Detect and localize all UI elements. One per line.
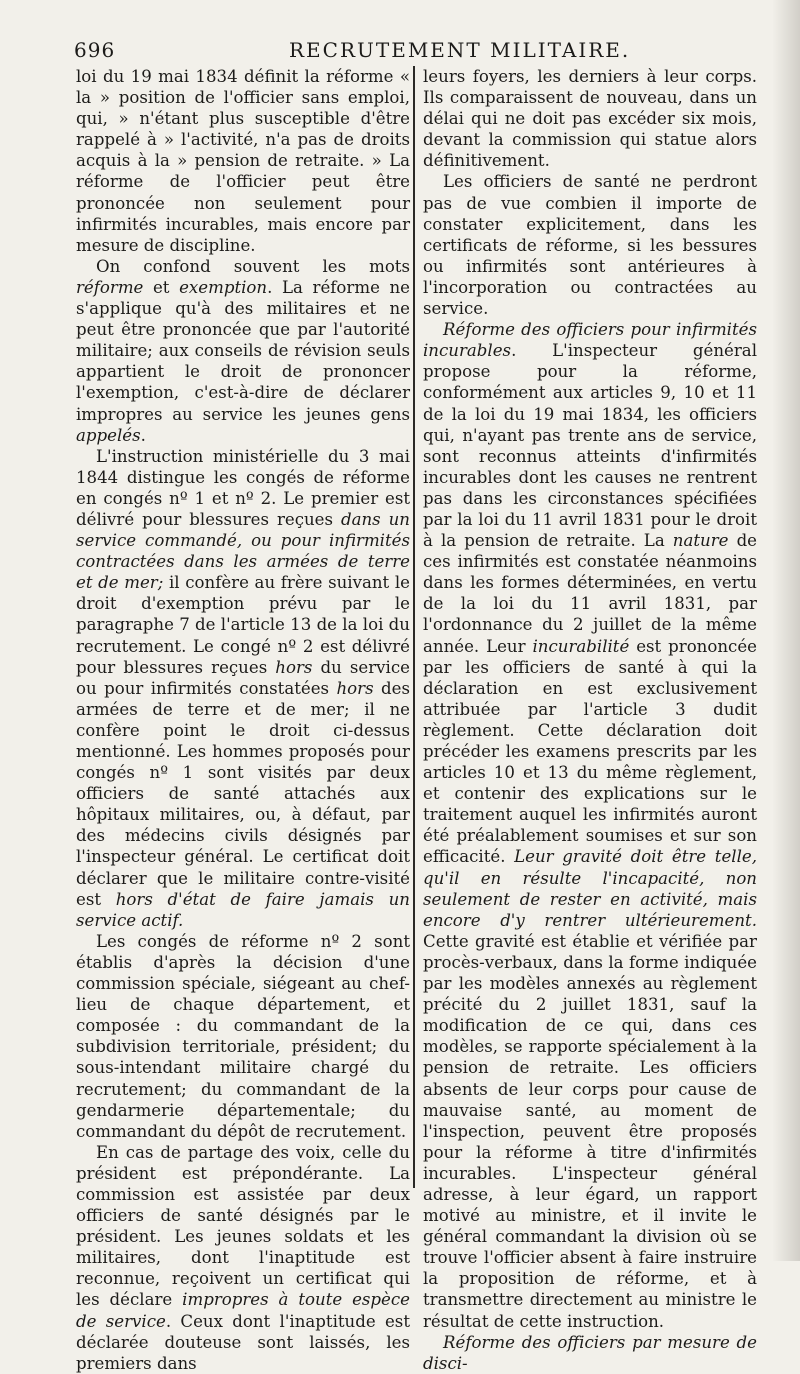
italic-text: incurabilité bbox=[532, 636, 630, 656]
text: L'instruction ministérielle du 3 mai 1844 distingue les congés de réforme en congés nº 1 et nº 2. Le premier est délivré pour blessures reçues bbox=[76, 446, 410, 529]
text: Cette gravité est établie et vérifiée par procès-verbaux, dans la forme indiquée par les modèles annexés au règlement précité du 2 juillet 1831, sauf la modification de ce qui, dans ces modèles, se rapporte spécialement à la pension de retraite. Les officiers absents de leur corps pour cause de mauvaise santé, au moment de l'inspection, peuvent être proposés pour la réforme à titre d'infirmités incurables. L'inspecteur général adresse, à leur égard, un rapport motivé au ministre, et il invite le général commandant la division où se trouve l'officier absent à faire instruire la proposition de réforme, et à transmettre directement au ministre le résultat de cette instruction. bbox=[423, 931, 757, 1331]
text: loi du 19 mai 1834 définit la réforme « la » position de l'officier sans emploi, qui, » n'étant plus susceptible d'être rappelé à » l'activité, n'a pas de droits acquis à la » pension de retraite. » La réforme de l'officier peut être prononcée non seulement pour infirmités incurables, mais encore par mesure de discipline. bbox=[76, 67, 410, 255]
italic-text: dans un service commandé, ou pour infirmités contractées dans les armées de terre et de mer; bbox=[76, 509, 410, 593]
page-edge-shadow bbox=[772, 0, 800, 1261]
left-column bbox=[76, 66, 410, 1374]
text: . L'inspecteur général propose pour la réforme, conformément aux articles 9, 10 et 11 de la loi du 19 mai 1834, les officiers qui, n'ayant pas trente ans de service, sont reconnus atteints d'infirmités incurables dont les causes ne rentrent pas dans les circonstances spécifiées par la loi du 11 avril 1831 pour le droit à la pension de retraite. La bbox=[423, 341, 757, 551]
text: du service ou pour infirmités constatées bbox=[76, 657, 410, 698]
text: . La réforme ne s'applique qu'à des militaires et ne peut être prononcée que par l'autorité militaire; aux conseils de révision seuls appartient le droit de prononcer l'exemption, c'est-à-dire de déclarer impropres au service les jeunes gens bbox=[76, 277, 411, 424]
text: des armées de terre et de mer; il ne confère point le droit ci-dessus mentionné. Les hommes proposés pour congés nº 1 sont visités par deux officiers de santé attachés aux hôpitaux militaires, ou, à défaut, par des médecins civils désignés par l'inspecteur général. Le certificat doit déclarer que le militaire contre-visité est bbox=[76, 678, 410, 909]
paragraph bbox=[423, 66, 757, 171]
italic-text: appelés bbox=[76, 425, 141, 445]
paragraph bbox=[423, 171, 757, 319]
text: Les officiers de santé ne perdront pas de vue combien il importe de constater explicitement, dans les certificats de réforme, si les bessures ou infirmités sont antérieures à l'incorporation ou contractées au service. bbox=[423, 172, 757, 319]
italic-text: exemption bbox=[179, 277, 268, 297]
right-column bbox=[423, 66, 757, 1374]
italic-text: nature bbox=[672, 531, 729, 551]
text: de ces infirmités est constatée néanmoins dans les formes déterminées, en vertu de la loi du 11 avril 1831, par l'ordonnance du 2 juillet de la même année. Leur bbox=[423, 531, 758, 656]
text: leurs foyers, les derniers à leur corps. Ils comparaissent de nouveau, dans un délai qui ne doit pas excéder six mois, devant la commission qui statue alors définitivement. bbox=[423, 67, 757, 171]
text: il confère au frère suivant le droit d'exemption prévu par le paragraphe 7 de l'article 13 de la loi du recrutement. Le congé nº 2 est délivré pour blessures reçues bbox=[76, 573, 410, 677]
text: . bbox=[140, 425, 146, 445]
italic-text: hors d'état de faire jamais un service actif. bbox=[76, 889, 410, 930]
paragraph bbox=[76, 1142, 410, 1374]
paragraph bbox=[423, 1332, 757, 1374]
text: On confond souvent les mots bbox=[96, 256, 410, 276]
column-divider bbox=[413, 66, 415, 1188]
text: est prononcée par les officiers de santé à qui la déclaration en est exclusivement attribuée par l'article 3 dudit règlement. Cette déclaration doit précéder les examens prescrits par les articles 10 et 13 du même règlement, et contenir des explications sur le traitement auquel les infirmités auront été préalablement soumises et sur son efficacité. bbox=[423, 636, 757, 867]
text: . Ceux dont l'inaptitude est déclarée douteuse sont laissés, les premiers dans bbox=[76, 1311, 410, 1373]
italic-text: réforme bbox=[76, 277, 144, 297]
page-number: 696 bbox=[74, 38, 116, 62]
italic-text: Réforme des officiers pour infirmités incurables bbox=[423, 320, 757, 361]
italic-text: impropres à toute espèce de service bbox=[76, 1290, 410, 1331]
italic-text: Leur gravité doit être telle, qu'il en résulte l'incapacité, non seulement de rester en activité, mais encore d'y rentrer ultérieurement. bbox=[423, 847, 757, 930]
paragraph bbox=[76, 66, 410, 256]
running-title: RECRUTEMENT MILITAIRE. bbox=[289, 38, 631, 62]
paragraph bbox=[423, 319, 757, 1332]
text: et bbox=[143, 277, 180, 297]
italic-text: Réforme des officiers par mesure de disci- bbox=[423, 1332, 757, 1373]
page-header bbox=[74, 34, 754, 66]
paragraph bbox=[76, 256, 410, 446]
italic-text: hors bbox=[336, 678, 374, 698]
paragraph bbox=[76, 931, 410, 1142]
text: En cas de partage des voix, celle du président est prépondérante. La commission est assistée par deux officiers de santé désignés par le président. Les jeunes soldats et les militaires, dont l'inaptitude est reconnue, reçoivent un certificat qui les déclare bbox=[76, 1142, 410, 1310]
italic-text: hors bbox=[275, 657, 313, 677]
text: Les congés de réforme nº 2 sont établis d'après la décision d'une commission spéciale, siégeant au chef-lieu de chaque département, et composée : du commandant de la subdivision territoriale, président; du sous-intendant militaire chargé du recrutement; du commandant de la gendarmerie départementale; du commandant du dépôt de recrutement. bbox=[76, 931, 410, 1141]
paragraph bbox=[76, 446, 410, 931]
